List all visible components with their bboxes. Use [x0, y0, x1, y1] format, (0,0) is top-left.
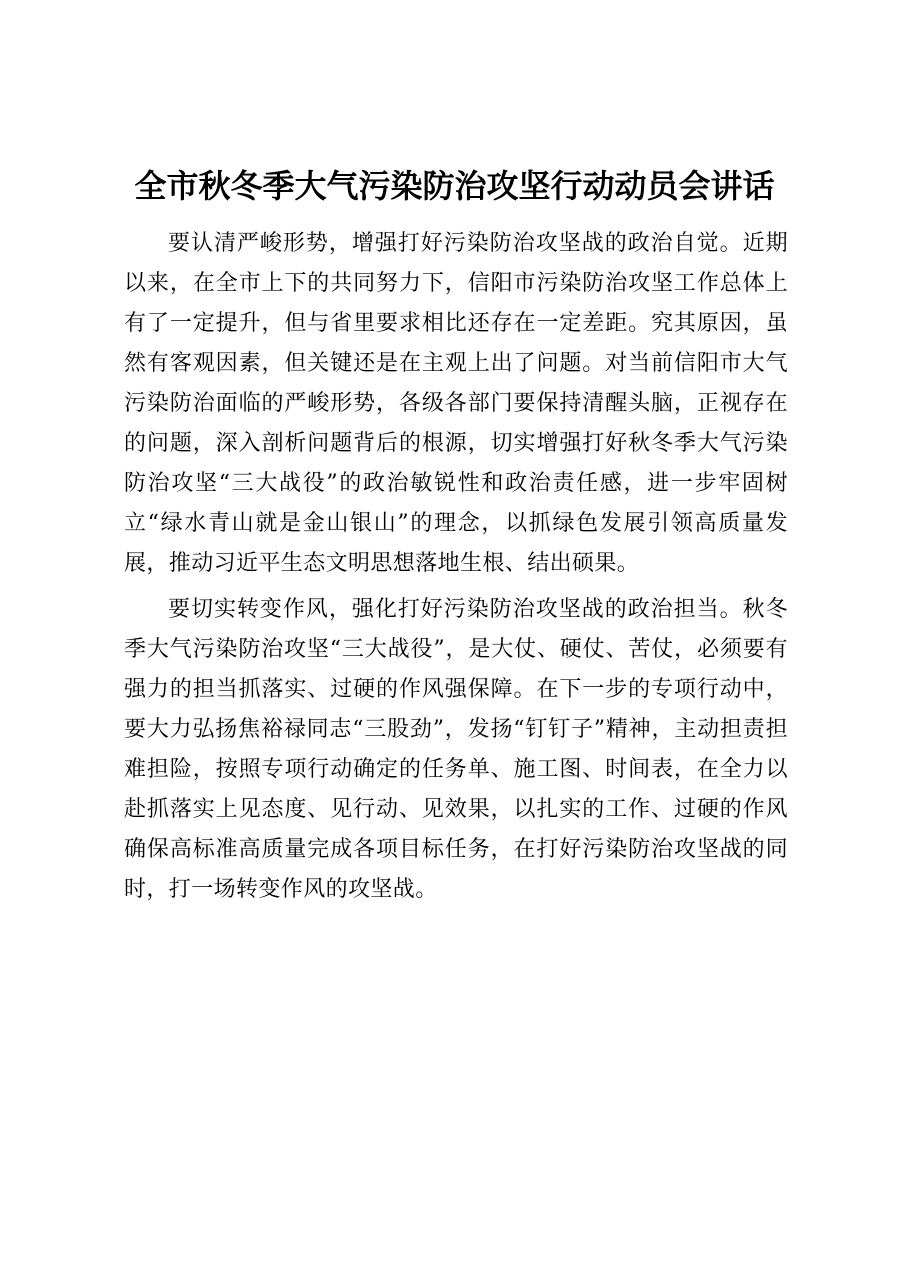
document-body	[124, 224, 788, 916]
paragraph-1: 要认清严峻形势，增强打好污染防治攻坚战的政治自觉。近期以来，在全市上下的共同努力下，信阳市污染防治攻坚工作总体上有了一定提升，但与省里要求相比还存在一定差距。究其原因，虽然有客观因素，但关键还是在主观上出了问题。对当前信阳市大气污染防治面临的严峻形势，各级各部门要保持清醒头脑，正视存在的问题，深入剖析问题背后的根源，切实增强打好秋冬季大气污染防治攻坚“三大战役”的政治敏锐性和政治责任感，进一步牢固树立“绿水青山就是金山银山”的理念，以抓绿色发展引领高质量发展，推动习近平生态文明思想落地生根、结出硕果。	[124, 231, 788, 576]
document-title: 全市秋冬季大气污染防治攻坚行动动员会讲话	[134, 167, 775, 205]
paragraph-2: 要切实转变作风，强化打好污染防治攻坚战的政治担当。秋冬季大气污染防治攻坚“三大战役”，是大仗、硬仗、苦仗，必须要有强力的担当抓落实、过硬的作风强保障。在下一步的专项行动中，要大力弘扬焦裕禄同志“三股劲”，发扬“钉钉子”精神，主动担责担难担险，按照专项行动确定的任务单、施工图、时间表，在全力以赴抓落实上见态度、见行动、见效果，以扎实的工作、过硬的作风确保高标准高质量完成各项目标任务，在打好污染防治攻坚战的同时，打一场转变作风的攻坚战。	[124, 597, 788, 902]
